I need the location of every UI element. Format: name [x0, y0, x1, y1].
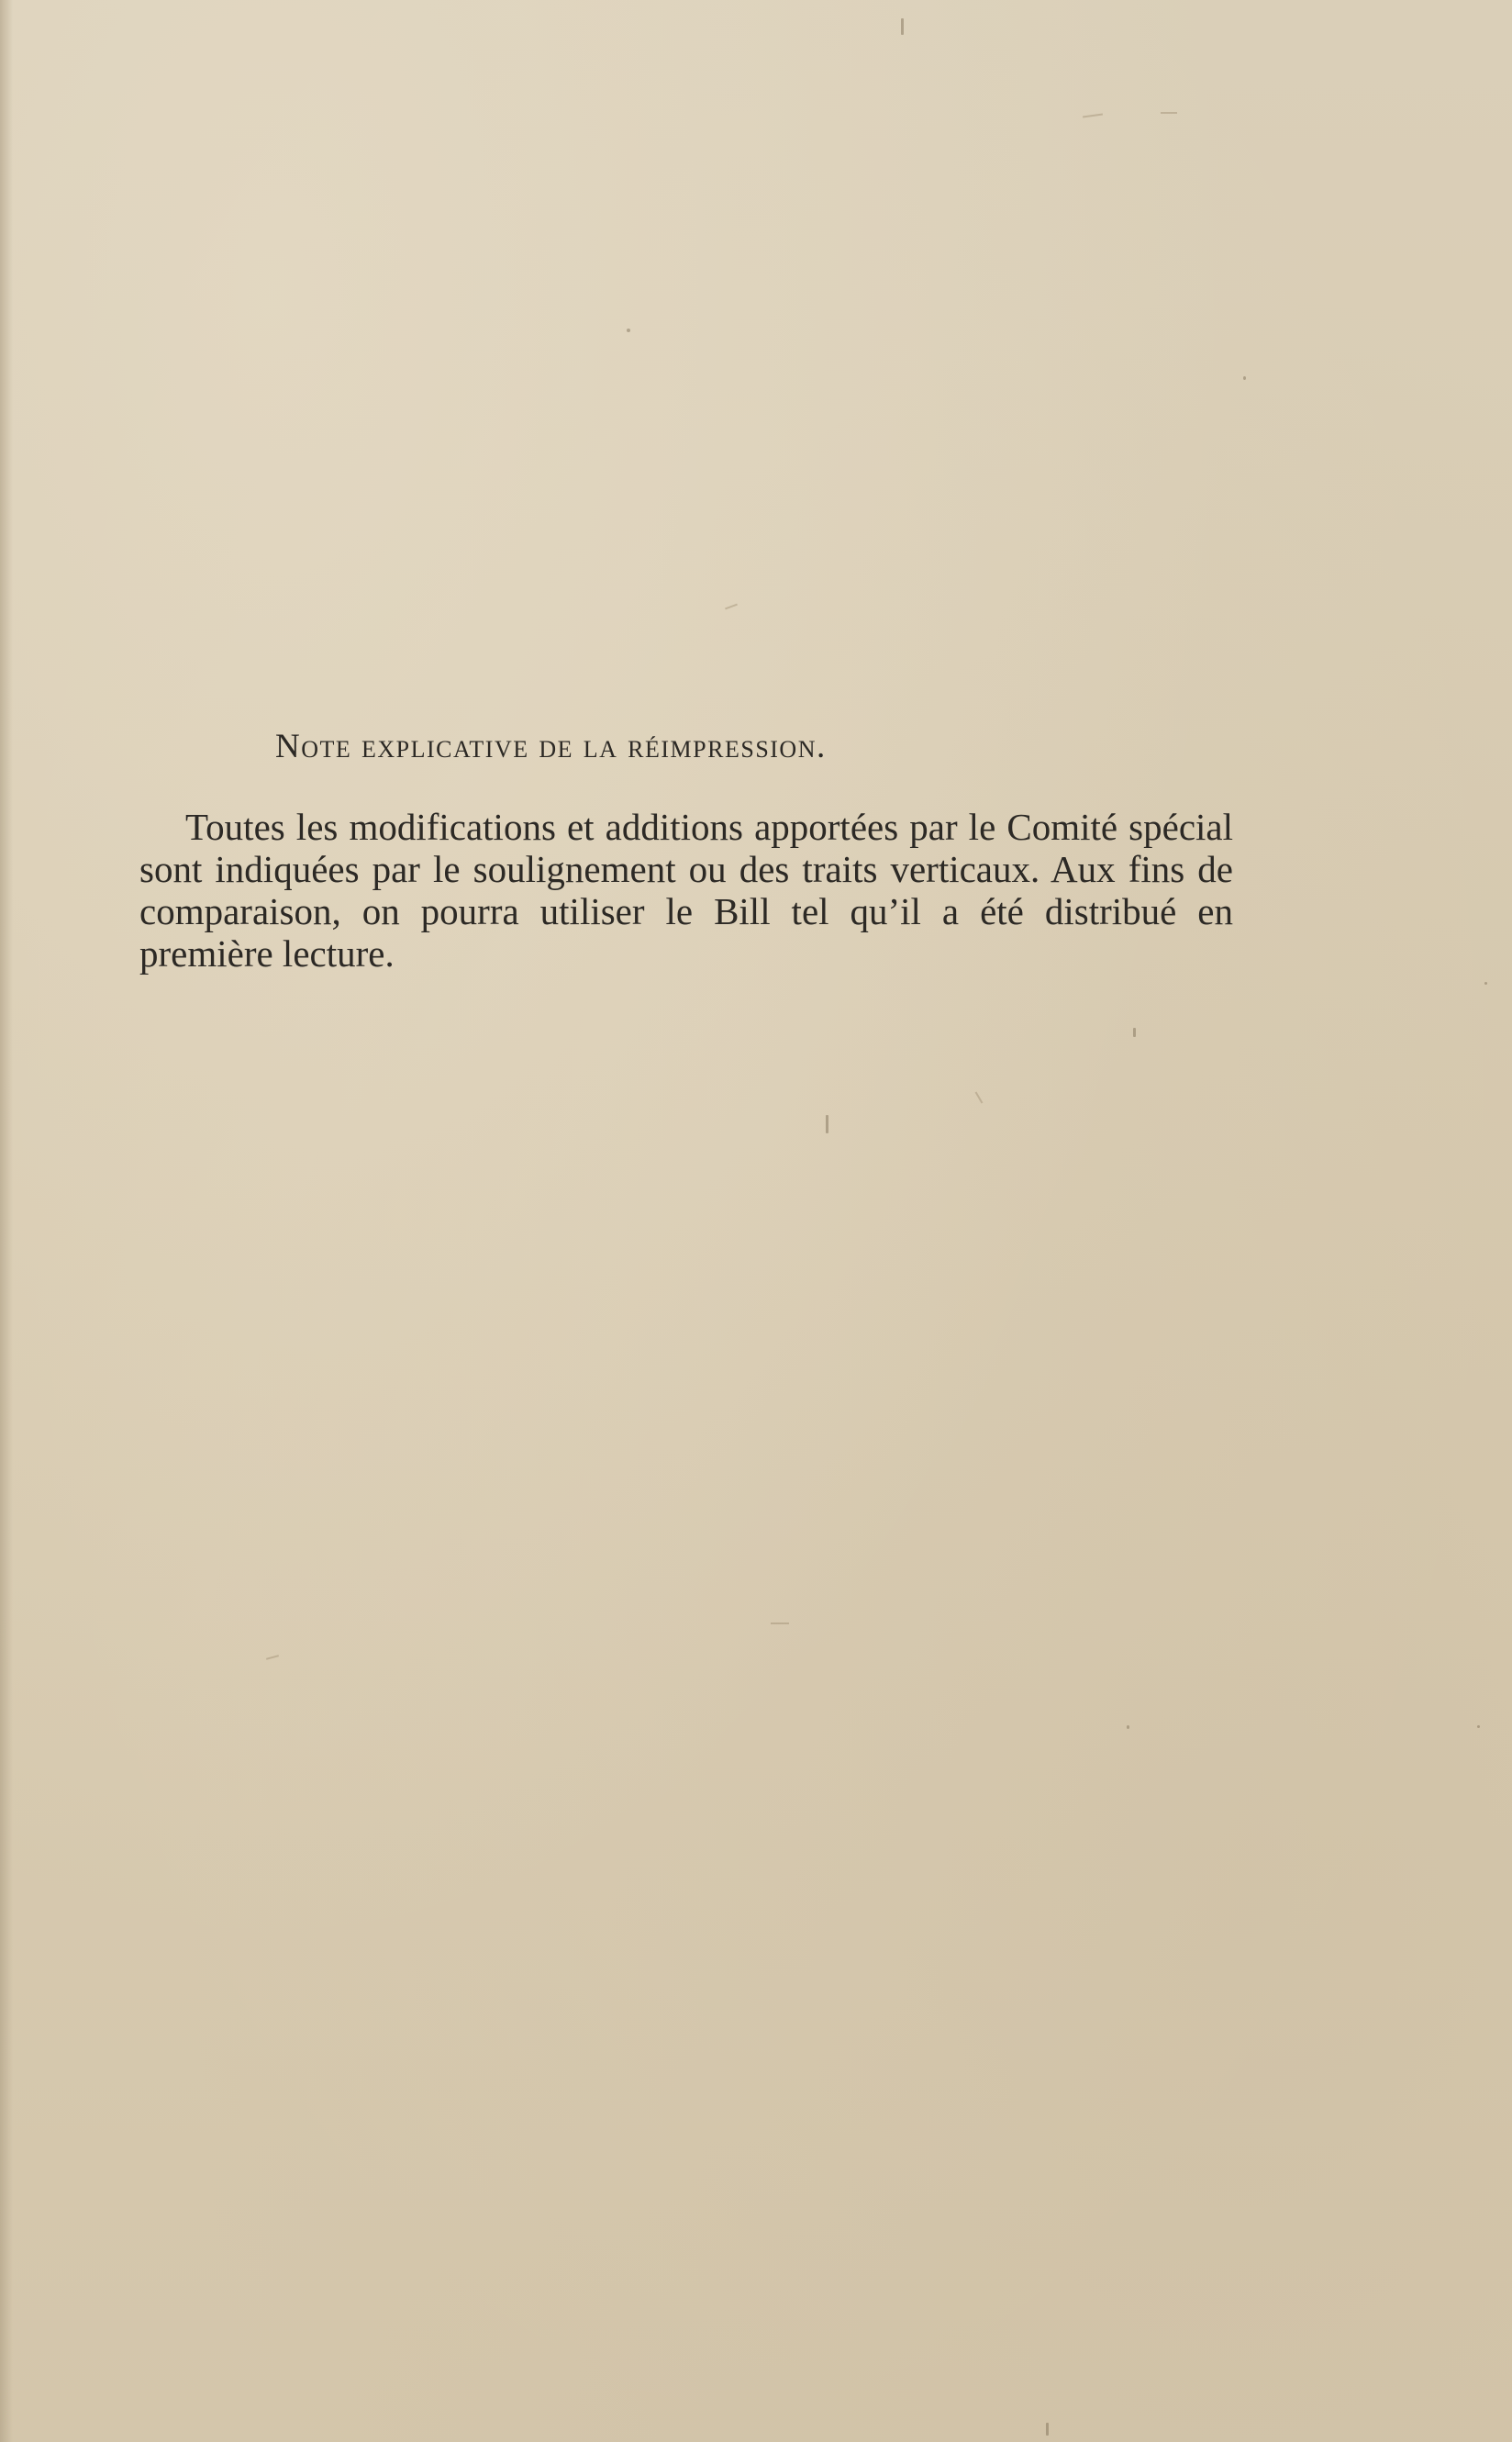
paper-fiber [1161, 112, 1177, 114]
paper-fiber [266, 1655, 279, 1660]
paper-edge-shadow [0, 0, 13, 2442]
note-heading: Note explicative de la réimpression. [275, 728, 827, 765]
paper-speck [1133, 1028, 1136, 1037]
paper-speck [1127, 1725, 1129, 1729]
note-body-paragraph: Toutes les modifications et additions apportées par le Comité spécial sont indiquées par le soulignement ou des traits verticaux. Aux fins de comparaison, on pourra utiliser le Bill tel qu’il a été distribué en première lecture. [139, 806, 1233, 975]
paper-speck [627, 329, 630, 332]
paper-fiber [725, 604, 738, 610]
paper-speck [826, 1115, 828, 1133]
paper-speck [1046, 2423, 1049, 2436]
paper-speck [1243, 376, 1246, 380]
paper-speck [1477, 1725, 1480, 1728]
paper-fiber [975, 1091, 984, 1103]
paper-speck [901, 18, 904, 35]
paper-speck [1484, 982, 1487, 985]
paper-fiber [1083, 113, 1103, 117]
paper-fiber [771, 1622, 789, 1624]
